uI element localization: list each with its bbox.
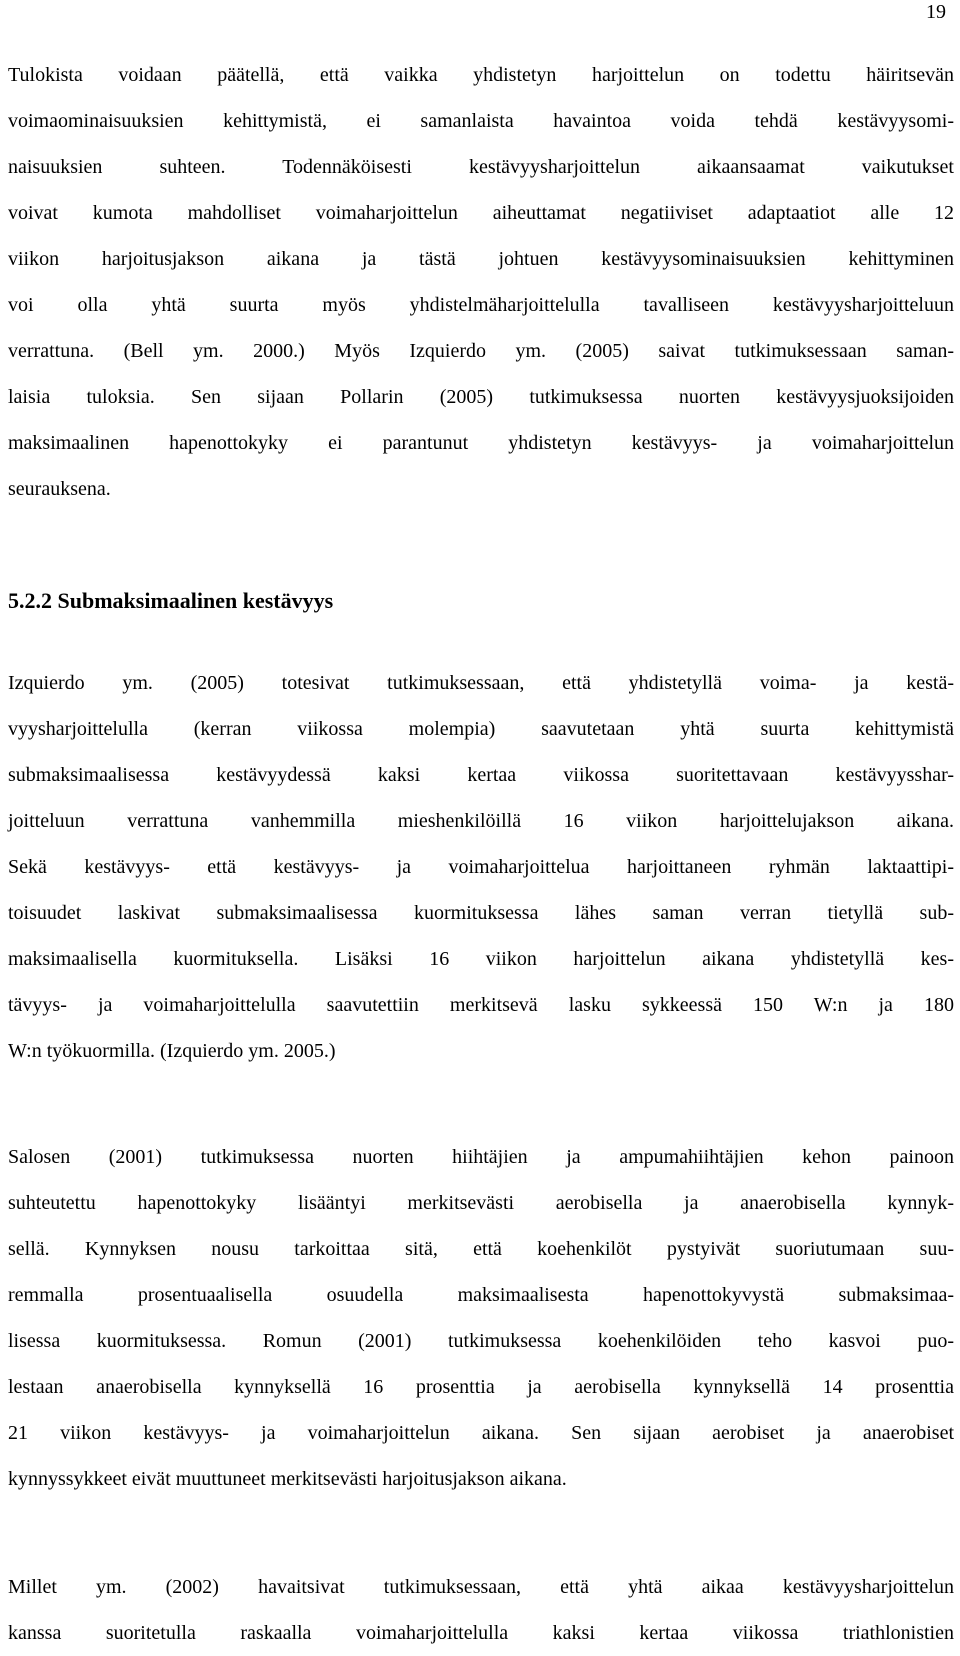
- text-line: tävyys- ja voimaharjoittelulla saavutettiin merkitsevä lasku sykkeessä 150 W:n ja 180: [8, 994, 954, 1016]
- text-line: viikon harjoitusjakson aikana ja tästä johtuen kestävyysominaisuuksien kehittyminen: [8, 248, 954, 270]
- text-line: submaksimaalisessa kestävyydessä kaksi kertaa viikossa suoritettavaan kestävyysshar-: [8, 764, 954, 786]
- text-line: suhteutettu hapenottokyky lisääntyi merkitsevästi aerobisella ja anaerobisella kynnyk-: [8, 1192, 954, 1214]
- text-line: maksimaalisella kuormituksella. Lisäksi 16 viikon harjoittelun aikana yhdistetyllä kes-: [8, 948, 954, 970]
- paragraph-4: [8, 1564, 954, 1656]
- text-line: Sekä kestävyys- että kestävyys- ja voimaharjoittelua harjoittaneen ryhmän laktaattipi-: [8, 856, 954, 878]
- text-line: Izquierdo ym. (2005) totesivat tutkimuksessaan, että yhdistetyllä voima- ja kestä-: [8, 672, 954, 694]
- paragraph-3: [8, 1134, 954, 1502]
- text-line: Tulokista voidaan päätellä, että vaikka yhdistetyn harjoittelun on todettu häiritsevän: [8, 64, 954, 86]
- text-line: Millet ym. (2002) havaitsivat tutkimuksessaan, että yhtä aikaa kestävyysharjoittelun: [8, 1576, 954, 1598]
- text-line: Salosen (2001) tutkimuksessa nuorten hiihtäjien ja ampumahiihtäjien kehon painoon: [8, 1146, 954, 1168]
- text-line: kanssa suoritetulla raskaalla voimaharjoittelulla kaksi kertaa viikossa triathlonistien: [8, 1622, 954, 1644]
- text-line: W:n työkuormilla. (Izquierdo ym. 2005.): [8, 1040, 336, 1062]
- text-line: verrattuna. (Bell ym. 2000.) Myös Izquierdo ym. (2005) saivat tutkimuksessaan saman-: [8, 340, 954, 362]
- paragraph-2: [8, 660, 954, 1074]
- text-line: voi olla yhtä suurta myös yhdistelmäharjoittelulla tavalliseen kestävyysharjoitteluun: [8, 294, 954, 316]
- text-line: kynnyssykkeet eivät muuttuneet merkitsevästi harjoitusjakson aikana.: [8, 1468, 567, 1490]
- text-line: lestaan anaerobisella kynnyksellä 16 prosenttia ja aerobisella kynnyksellä 14 prosenttia: [8, 1376, 954, 1398]
- text-line: voimaominaisuuksien kehittymistä, ei samanlaista havaintoa voida tehdä kestävyysomi-: [8, 110, 954, 132]
- text-line: 21 viikon kestävyys- ja voimaharjoittelun aikana. Sen sijaan aerobiset ja anaerobiset: [8, 1422, 954, 1444]
- text-line: toisuudet laskivat submaksimaalisessa kuormituksessa lähes saman verran tietyllä sub-: [8, 902, 954, 924]
- text-line: naisuuksien suhteen. Todennäköisesti kestävyysharjoittelun aikaansaamat vaikutukset: [8, 156, 954, 178]
- text-line: lisessa kuormituksessa. Romun (2001) tutkimuksessa koehenkilöiden teho kasvoi puo-: [8, 1330, 954, 1352]
- text-line: voivat kumota mahdolliset voimaharjoittelun aiheuttamat negatiiviset adaptaatiot alle 12: [8, 202, 954, 224]
- paragraph-1: [8, 52, 954, 512]
- text-line: maksimaalinen hapenottokyky ei parantunut yhdistetyn kestävyys- ja voimaharjoittelun: [8, 432, 954, 454]
- text-line: seurauksena.: [8, 478, 111, 500]
- text-line: remmalla prosentuaalisella osuudella maksimaalisesta hapenottokyvystä submaksimaa-: [8, 1284, 954, 1306]
- section-heading: 5.2.2 Submaksimaalinen kestävyys: [8, 588, 334, 613]
- text-line: vyysharjoittelulla (kerran viikossa molempia) saavutetaan yhtä suurta kehittymistä: [8, 718, 954, 740]
- text-line: sellä. Kynnyksen nousu tarkoittaa sitä, että koehenkilöt pystyivät suoriutumaan suu-: [8, 1238, 954, 1260]
- text-line: joitteluun verrattuna vanhemmilla mieshenkilöillä 16 viikon harjoittelujakson aikana.: [8, 810, 954, 832]
- text-line: laisia tuloksia. Sen sijaan Pollarin (2005) tutkimuksessa nuorten kestävyysjuoksijoiden: [8, 386, 954, 408]
- page-number: 19: [926, 1, 946, 23]
